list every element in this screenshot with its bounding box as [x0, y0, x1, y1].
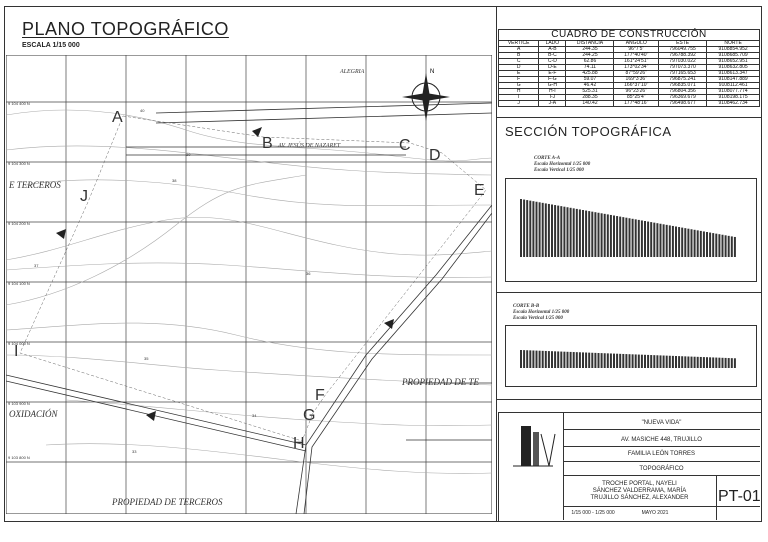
profile-a-bar: [644, 221, 646, 257]
profile-a-bar: [687, 229, 689, 257]
profile-b-chart: [505, 325, 757, 387]
profile-a-bar: [728, 236, 730, 257]
col-este: ESTE: [659, 41, 707, 47]
divider-2: [496, 292, 762, 293]
profile-a-bar: [594, 212, 596, 257]
profile-a-bar: [613, 216, 615, 258]
profile-b-bar: [635, 354, 637, 368]
table-cell: 46.42: [566, 83, 614, 89]
profile-b-bar: [579, 352, 581, 368]
profile-a-bar: [526, 200, 528, 257]
profile-a-bar: [647, 222, 649, 257]
profile-b-bar: [734, 358, 736, 368]
profile-b-bar: [644, 355, 646, 368]
tb-address: AV. MASICHE 448, TRUJILLO: [621, 437, 702, 443]
table-cell: 87°59'26": [614, 71, 659, 77]
table-cell: A: [499, 47, 539, 53]
profile-b-bar: [718, 358, 720, 368]
profile-a-bar: [653, 223, 655, 257]
profile-a-bar: [625, 218, 627, 257]
profile-b-bar: [725, 358, 727, 368]
contour-label-35: 35: [144, 356, 149, 361]
table-cell: E-F: [539, 71, 566, 77]
sheet-code: PT-01: [718, 488, 761, 505]
table-cell: 166°37'10": [614, 83, 659, 89]
profile-a-name: CORTE A-A: [534, 156, 561, 161]
contour-label-36: 36: [306, 271, 311, 276]
table-cell: 173°02'34": [614, 65, 659, 71]
profile-b-bar: [709, 357, 711, 368]
profile-b-bar: [629, 354, 631, 368]
table-cell: 9108632.805: [707, 65, 760, 71]
profile-a-bar: [607, 214, 609, 257]
profile-a-bar: [539, 202, 541, 257]
profile-a-bar: [545, 203, 547, 257]
profile-a-bar: [616, 216, 618, 257]
profile-b-bar: [601, 353, 603, 368]
profile-a-bar: [700, 231, 702, 257]
table-cell: 425.88: [566, 71, 614, 77]
profile-b-bar: [570, 352, 572, 368]
vertex-g: G: [303, 407, 316, 424]
profile-b-bar: [576, 352, 578, 368]
profile-b-bar: [548, 351, 550, 368]
profile-b-bar: [610, 353, 612, 368]
table-cell: H: [499, 89, 539, 95]
table-cell: F-G: [539, 77, 566, 83]
table-cell: C: [499, 59, 539, 65]
profile-a-bar: [666, 225, 668, 257]
profile-b-bar: [641, 355, 643, 368]
table-cell: 62.86: [566, 59, 614, 65]
profile-b-bar: [622, 354, 624, 368]
profile-a-bar: [703, 231, 705, 257]
profile-b-bar: [653, 355, 655, 368]
profile-b-bar: [694, 357, 696, 368]
col-lado: LADO: [539, 41, 566, 47]
table-cell: 796788.392: [659, 53, 707, 59]
profile-b-bar: [526, 350, 528, 368]
profile-a-bar: [725, 235, 727, 257]
divider-3: [496, 399, 762, 400]
profile-b-h: Escala Horizontal 1/25 000: [513, 310, 570, 315]
profile-b-bar: [687, 356, 689, 368]
profile-a-bar: [570, 208, 572, 257]
profile-a-bar: [706, 232, 708, 257]
profile-a-bar: [520, 199, 522, 257]
vertex-b: B: [262, 135, 273, 152]
table-cell: 74.11: [566, 65, 614, 71]
profile-a-bar: [709, 233, 711, 257]
table-cell: 96°7'5": [614, 47, 659, 53]
table-body: [499, 47, 760, 107]
profile-b-bar: [703, 357, 705, 368]
vertex-c: C: [399, 137, 411, 154]
table-cell: 9108652.951: [707, 59, 760, 65]
street-jesus-nazaret: AV. JESÚS DE NAZARET: [278, 143, 341, 149]
profile-a-bar: [650, 222, 652, 257]
profile-b-bar: [520, 350, 522, 368]
profile-b-bar: [697, 357, 699, 368]
table-cell: C-D: [539, 59, 566, 65]
architecture-logo-icon: [503, 420, 559, 482]
table-cell: 796875.241: [659, 77, 707, 83]
author-3: TRUJILLO SÁNCHEZ, ALEXANDER: [590, 495, 689, 501]
table-cell: I: [499, 95, 539, 101]
table-cell: 796369.679: [659, 95, 707, 101]
profile-a-bar: [715, 234, 717, 257]
table-cell: 161°24'51": [614, 59, 659, 65]
profile-b-bar: [573, 352, 575, 368]
section-title: SECCIÓN TOPOGRÁFICA: [505, 124, 672, 139]
label-oxidacion: OXIDACIÓN: [9, 409, 58, 419]
table-cell: 177°40'40": [614, 53, 659, 59]
profile-a-bar: [604, 214, 606, 257]
profile-a-bar: [641, 220, 643, 257]
contour-label-34: 34: [252, 413, 257, 418]
profile-b-bar: [684, 356, 686, 368]
profile-b-bar: [582, 352, 584, 368]
profile-a-bar: [523, 200, 525, 257]
table-cell: 9108112.461: [707, 83, 760, 89]
grid-north-4: 9 104 100 N: [8, 281, 30, 286]
table-cell: 288.35: [566, 95, 614, 101]
plan-title: PLANO TOPOGRÁFICO: [22, 19, 229, 39]
col-distancia: DISTANCIA: [566, 41, 614, 47]
profile-b-svg: [506, 326, 756, 386]
table-cell: 796049.755: [659, 47, 707, 53]
table-cell: D: [499, 65, 539, 71]
profile-b-bar: [656, 355, 658, 368]
street-alegria: ALEGRIA: [340, 69, 365, 75]
profile-b-bar: [722, 358, 724, 368]
profile-b-bar: [542, 351, 544, 368]
tb-owner: FAMILIA LEÓN TORRES: [627, 451, 696, 457]
profile-a-bar: [663, 224, 665, 257]
profile-b-bar: [712, 357, 714, 368]
table-cell: 9108462.734: [707, 101, 760, 107]
grid-north-5: 9 104 000 N: [8, 341, 30, 346]
profile-a-bar: [542, 203, 544, 257]
profile-a-bar: [731, 236, 733, 257]
profile-a-bar: [672, 226, 674, 257]
vertex-d: D: [429, 147, 441, 164]
profile-a-bar: [554, 205, 556, 257]
table-cell: J: [499, 101, 539, 107]
profile-b-bar: [557, 351, 559, 368]
label-terceros: E TERCEROS: [9, 180, 61, 190]
profile-b-bar: [607, 353, 609, 368]
profile-a-h: Escala Horizontal 1/25 000: [534, 162, 591, 167]
table-cell: 169°3'36": [614, 77, 659, 83]
profile-a-bar: [684, 228, 686, 257]
table-cell: 140.42: [566, 101, 614, 107]
profile-b-bar: [613, 354, 615, 368]
col-angulo: ANGULO: [614, 41, 659, 47]
profile-a-bar: [712, 233, 714, 257]
author-1: TROCHE PORTAL, NAYELI: [602, 481, 677, 487]
construction-table: [498, 29, 760, 107]
profile-a-bar: [582, 210, 584, 257]
profile-b-bar: [598, 353, 600, 368]
tb-scale: 1/15 000 - 1/25 000: [571, 510, 615, 516]
profile-a-bar: [694, 230, 696, 257]
profile-a-bar: [734, 237, 736, 257]
profile-a-bar: [681, 228, 683, 257]
table-cell: F: [499, 77, 539, 83]
map-svg: [6, 55, 492, 514]
profile-b-bar: [594, 353, 596, 368]
profile-b-bar: [706, 357, 708, 368]
author-2: SÁNCHEZ VALDERRAMA, MARÍA: [592, 488, 687, 494]
table-cell: 796804.356: [659, 89, 707, 95]
table-cell: 9108077.774: [707, 89, 760, 95]
profile-b-bar: [681, 356, 683, 368]
profile-a-bar: [678, 227, 680, 257]
table-cell: J-A: [539, 101, 566, 107]
profile-a-bar: [598, 213, 600, 257]
plan-scale: ESCALA 1/15 000: [22, 42, 80, 49]
table-cell: 9108685.709: [707, 53, 760, 59]
table-cell: 9108198.175: [707, 95, 760, 101]
tb-type: TOPOGRÁFICO: [639, 466, 684, 472]
profile-b-bar: [675, 356, 677, 368]
grid-north-2: 9 104 300 N: [8, 161, 30, 166]
table-cell: 797030.022: [659, 59, 707, 65]
profile-a-bar: [557, 206, 559, 257]
table-cell: 796498.677: [659, 101, 707, 107]
profile-b-bar: [585, 353, 587, 368]
profile-a-bar: [622, 217, 624, 257]
profile-a-bar: [669, 225, 671, 257]
profile-a-bar: [691, 229, 693, 257]
profile-a-bar: [718, 234, 720, 257]
table-cell: 796835.071: [659, 83, 707, 89]
profile-b-bar: [536, 351, 538, 368]
vertex-j: J: [80, 188, 88, 205]
table-cell: 177°48'16": [614, 101, 659, 107]
profile-a-bar: [635, 219, 637, 257]
profile-a-bar: [573, 208, 575, 257]
profile-b-bar: [728, 358, 730, 368]
profile-a-bar: [585, 211, 587, 257]
grid-north-1: 9 104 400 N: [8, 101, 30, 106]
profile-a-bar: [563, 207, 565, 257]
table-row: [499, 101, 760, 107]
profile-b-bar: [638, 355, 640, 368]
tb-authors: [563, 481, 716, 502]
profile-b-v: Escala Vertical 1/25 000: [513, 316, 563, 321]
table-cell: E: [499, 71, 539, 77]
table-cell: 525.31: [566, 89, 614, 95]
table-cell: 59.07: [566, 77, 614, 83]
vertex-a: A: [112, 109, 123, 126]
profile-a-bar: [660, 224, 662, 257]
table-cell: 9108613.347: [707, 71, 760, 77]
profile-a-bar: [619, 217, 621, 257]
profile-a-bar: [610, 215, 612, 257]
profile-b-bar: [532, 350, 534, 368]
col-vertice: VERTICE: [499, 41, 539, 47]
profile-a-bar: [551, 205, 553, 258]
profile-a-bar: [591, 212, 593, 257]
profile-a-bar: [675, 227, 677, 258]
profile-b-bar: [731, 358, 733, 368]
vertex-i: I: [14, 343, 19, 360]
profile-b-bar: [567, 352, 569, 368]
profile-b-bar: [666, 356, 668, 368]
table-cell: 244.35: [566, 47, 614, 53]
table-cell: 9108147.889: [707, 77, 760, 83]
label-propiedad-te: PROPIEDAD DE TE: [402, 377, 479, 387]
table-cell: B-C: [539, 53, 566, 59]
contour-label-39: 39: [186, 152, 191, 157]
profile-b-bar: [591, 353, 593, 368]
profile-b-bar: [691, 357, 693, 368]
profile-a-bar: [529, 201, 531, 257]
table-cell: D-E: [539, 65, 566, 71]
vertex-f: F: [315, 387, 325, 404]
contour-label-33: 33: [132, 449, 137, 454]
vertex-h: H: [293, 435, 305, 452]
compass-n: N: [430, 69, 435, 75]
divider-1: [496, 117, 762, 118]
table-cell: 797165.653: [659, 71, 707, 77]
profile-a-chart: [505, 178, 757, 282]
profile-b-bar: [619, 354, 621, 368]
contour-label-38: 38: [172, 178, 177, 183]
table-cell: G: [499, 83, 539, 89]
profile-b-bar: [647, 355, 649, 368]
table-cell: I-J: [539, 95, 566, 101]
profile-b-bar: [700, 357, 702, 368]
table-cell: H-I: [539, 89, 566, 95]
profile-b-bar: [625, 354, 627, 368]
topographic-map: [6, 55, 492, 514]
profile-b-bar: [672, 356, 674, 368]
label-propiedad-terceros: PROPIEDAD DE TERCEROS: [112, 497, 223, 507]
profile-a-bar: [579, 209, 581, 257]
profile-b-bar: [588, 353, 590, 368]
profile-b-bar: [604, 353, 606, 368]
profile-a-bar: [656, 223, 658, 257]
profile-b-bar: [650, 355, 652, 368]
grid-north-7: 9 103 800 N: [8, 455, 30, 460]
contour-label-40: 40: [140, 108, 145, 113]
profile-b-bar: [663, 356, 665, 368]
table-cell: 244.25: [566, 53, 614, 59]
profile-b-bar: [669, 356, 671, 368]
profile-a-bar: [576, 209, 578, 257]
profile-b-bar: [616, 354, 618, 368]
profile-a-bar: [536, 202, 538, 257]
tb-date: MAYO 2021: [641, 510, 669, 516]
table-cell: 85°25'4": [614, 95, 659, 101]
profile-b-bar: [715, 358, 717, 368]
table-cell: A-B: [539, 47, 566, 53]
table-cell: 9108854.952: [707, 47, 760, 53]
grid-north-6: 9 103 900 N: [8, 401, 30, 406]
profile-a-bar: [629, 218, 631, 257]
profile-b-bar: [529, 350, 531, 368]
profile-b-name: CORTE B-B: [513, 304, 540, 309]
table-cell: B: [499, 53, 539, 59]
profile-b-bar: [551, 351, 553, 368]
profile-a-bar: [601, 213, 603, 257]
profile-b-bar: [539, 351, 541, 368]
profile-a-bar: [697, 230, 699, 257]
profile-b-bar: [523, 350, 525, 368]
profile-a-v: Escala Vertical 1/25 000: [534, 168, 584, 173]
profile-b-bar: [560, 352, 562, 368]
profile-a-bar: [560, 206, 562, 257]
profile-a-svg: [506, 179, 756, 281]
tb-project: "NUEVA VIDA": [641, 420, 682, 426]
table-cell: G-H: [539, 83, 566, 89]
profile-a-bar: [532, 201, 534, 257]
profile-a-bar: [548, 204, 550, 257]
profile-a-bar: [632, 219, 634, 257]
profile-b-bar: [554, 351, 556, 368]
table-caption: CUADRO DE CONSTRUCCIÓN: [499, 30, 760, 41]
profile-a-bar: [567, 207, 569, 257]
table-cell: 797073.370: [659, 65, 707, 71]
vertex-e: E: [474, 182, 485, 199]
contour-label-37: 37: [34, 263, 39, 268]
profile-a-bar: [588, 211, 590, 257]
profile-b-bar: [678, 356, 680, 368]
profile-b-bar: [660, 355, 662, 368]
profile-a-bar: [722, 235, 724, 257]
table-cell: 96°23'26": [614, 89, 659, 95]
grid-north-3: 9 104 200 N: [8, 221, 30, 226]
col-norte: NORTE: [707, 41, 760, 47]
profile-a-bar: [638, 220, 640, 257]
profile-b-bar: [545, 351, 547, 368]
profile-b-bar: [563, 352, 565, 368]
profile-b-bar: [632, 354, 634, 368]
